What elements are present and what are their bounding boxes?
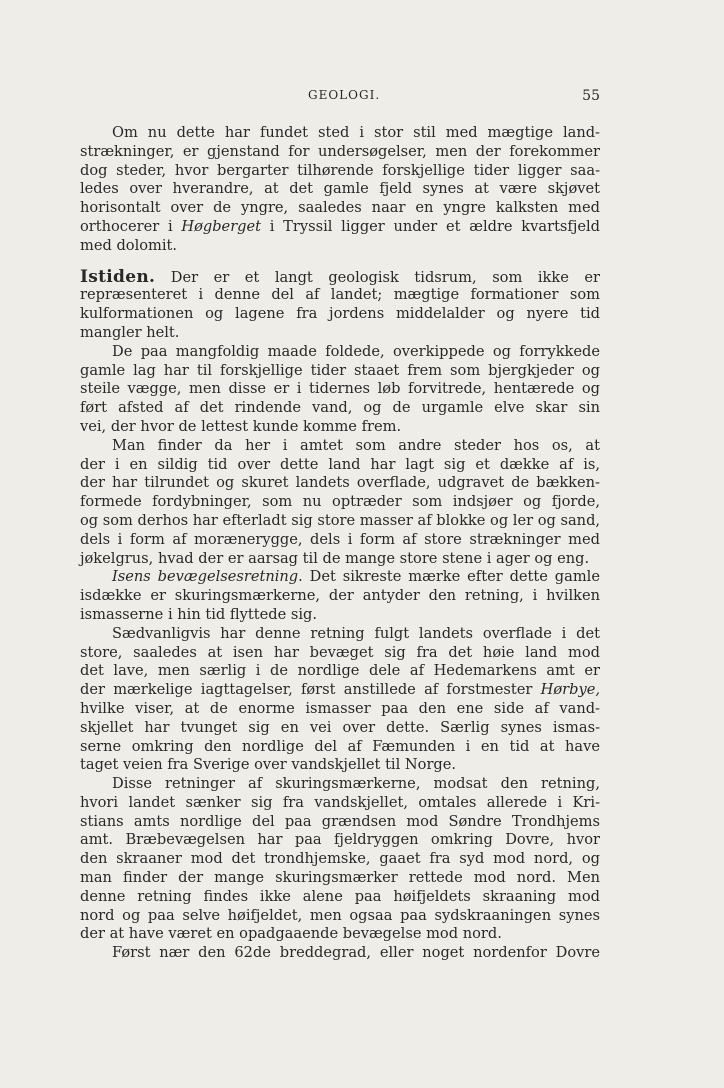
running-head <box>80 88 600 108</box>
text-line: amt. Bræbevægelsen har paa fjeldryggen omkring Dovre, hvor <box>80 831 600 849</box>
place-name-italic: Høgberget <box>181 217 262 235</box>
text-segment: orthocerer i <box>80 217 182 235</box>
text-line <box>80 268 600 287</box>
text-line: stians amts nordlige del paa grændsen mod Søndre Trondhjems <box>80 812 600 830</box>
text-line <box>80 568 600 587</box>
text-line: mangler helt. <box>80 323 180 341</box>
section-gap <box>80 256 600 268</box>
text-segment: Det sikreste mærke efter dette gamle <box>302 568 600 586</box>
text-line: jøkelgrus, hvad der er aarsag til de mange store stene i ager og eng. <box>80 549 590 567</box>
text-line: Disse retninger af skuringsmærkerne, modsat den retning, <box>112 775 600 793</box>
chapter-title: GEOLOGI. <box>308 88 381 102</box>
person-name-italic: Hørbye, <box>540 681 600 699</box>
text-line: der har tilrundet og skuret landets overflade, udgravet de bækken- <box>80 474 600 492</box>
text-line: kulformationen og lagene fra jordens middelalder og nyere tid <box>80 305 600 323</box>
text-segment: der mærkelige iagttagelser, først anstillede af forstmester <box>80 681 541 699</box>
text-line: De paa mangfoldig maade foldede, overkippede og forrykkede <box>112 342 600 360</box>
text-line: ført afsted af det rindende vand, og de urgamle elve skar sin <box>80 399 600 417</box>
section-heading: Istiden. <box>80 266 156 287</box>
text-line: og som derhos har efterladt sig store masser af blokke og ler og sand, <box>80 511 601 529</box>
text-line: Sædvanligvis har denne retning fulgt landets overflade i det <box>112 624 600 642</box>
text-line: vei, der hvor de lettest kunde komme frem. <box>80 417 402 435</box>
text-line: Om nu dette har fundet sted i stor stil med mægtige land- <box>112 124 600 141</box>
text-line: formede fordybninger, som nu optræder som indsjøer og fjorde, <box>80 493 600 511</box>
text-line: taget veien fra Sverige over vandskjellet til Norge. <box>80 756 457 774</box>
text-line: dog steder, hvor bergarter tilhørende forskjellige tider ligger saa- <box>80 161 600 179</box>
text-line: strækninger, er gjenstand for undersøgelser, men der forekommer <box>80 142 600 160</box>
text-line: ledes over hverandre, at det gamle fjeld synes at være skjøvet <box>80 180 600 198</box>
text-line: ismasserne i hin tid flyttede sig. <box>80 605 317 623</box>
text-segment: Der er et langt geologisk tidsrum, som ikke er <box>155 268 600 286</box>
text-line: skjellet har tvunget sig en vei over dette. Særlig synes ismas- <box>80 718 600 736</box>
body-text <box>80 124 600 963</box>
text-line: isdække er skuringsmærkerne, der antyder den retning, i hvilken <box>80 587 600 605</box>
text-line: med dolomit. <box>80 236 178 254</box>
text-segment: i Tryssil ligger under et ældre kvartsfjeld <box>261 217 600 235</box>
text-line <box>80 681 600 700</box>
text-line: denne retning findes ikke alene paa høifjeldets skraaning mod <box>80 887 600 905</box>
text-line: store, saaledes at isen har bevæget sig fra det høie land mod <box>80 643 600 661</box>
text-line: repræsenteret i denne del af landet; mægtige formationer som <box>80 286 600 304</box>
text-line: der at have været en opadgaaende bevægelse mod nord. <box>80 925 502 943</box>
text-line: Først nær den 62de breddegrad, eller noget nordenfor Dovre <box>112 944 600 962</box>
text-line: serne omkring den nordlige del af Fæmunden i en tid at have <box>80 737 600 755</box>
text-line: den skraaner mod det trondhjemske, gaaet fra syd mod nord, og <box>80 850 600 868</box>
text-line: gamle lag har til forskjellige tider staaet frem som bjergkjeder og <box>80 361 600 379</box>
text-line: Man finder da her i amtet som andre steder hos os, at <box>112 436 600 454</box>
text-line: steile vægge, men disse er i tidernes løb forvitrede, hentærede og <box>80 380 600 398</box>
text-line: nord og paa selve høifjeldet, men ogsaa paa sydskraaningen synes <box>80 906 600 924</box>
text-line: dels i form af morænerygge, dels i form af store strækninger med <box>80 530 600 548</box>
text-line: hvilke viser, at de enorme ismasser paa den ene side af vand- <box>80 699 600 717</box>
text-line: horisontalt over de yngre, saaledes naar en yngre kalksten med <box>80 199 600 217</box>
page-number: 55 <box>582 88 600 104</box>
text-line: man finder der mange skuringsmærker rettede mod nord. Men <box>80 869 600 887</box>
text-line: der i en sildig tid over dette land har lagt sig et dække af is, <box>80 455 600 473</box>
text-line <box>80 218 600 237</box>
text-line: det lave, men særlig i de nordlige dele af Hedemarkens amt er <box>80 662 600 680</box>
subheading-italic: Isens bevægelsesretning. <box>112 568 303 586</box>
text-line: hvori landet sænker sig fra vandskjellet, omtales allerede i Kri- <box>80 793 600 811</box>
